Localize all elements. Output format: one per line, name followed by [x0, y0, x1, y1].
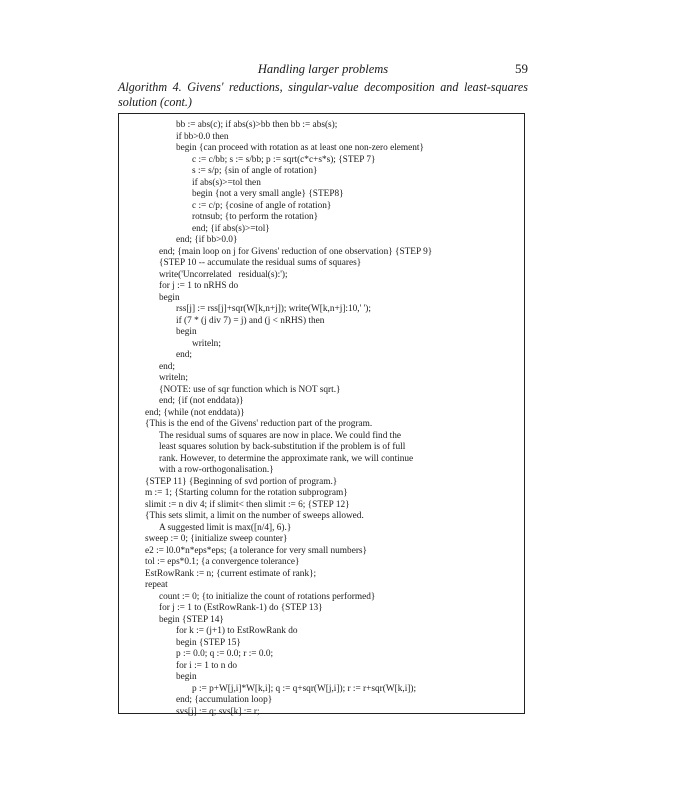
code-line: begin {STEP 15} — [176, 637, 241, 648]
code-line: A suggested limit is max([n/4], 6).} — [159, 522, 292, 533]
code-line: for i := 1 to n do — [176, 660, 238, 671]
code-line: if (7 * (j div 7) = j) and (j < nRHS) then — [176, 315, 325, 326]
code-line: begin — [159, 292, 180, 303]
code-line: repeat — [145, 580, 168, 590]
code-line: c := c/bb; s := s/bb; p := sqrt(c*c+s*s); {STEP 7} — [192, 154, 376, 165]
code-line: with a row-orthogonalisation.} — [159, 465, 274, 475]
code-line: least squares solution by back-substitution if the problem is of full — [159, 442, 406, 452]
code-line: {This sets slimit, a limit on the number of sweeps allowed. — [145, 511, 364, 521]
code-line: rank. However, to determine the approximate rank, we will continue — [159, 453, 414, 464]
running-title: Handling larger problems — [257, 62, 389, 76]
code-line: if abs(s)>=tol then — [192, 177, 261, 188]
code-line: EstRowRank := n; {current estimate of rank}; — [145, 568, 317, 579]
code-line: begin {STEP 14} — [159, 614, 224, 625]
code-line: begin {can proceed with rotation as at least one non-zero element} — [176, 143, 424, 153]
code-line: end; {accumulation loop} — [176, 695, 273, 705]
algorithm-title: Givens' reductions, singular-value decomposition and least-squares solution (cont.) — [118, 80, 528, 109]
code-line: rotnsub; {to perform the rotation} — [192, 212, 319, 222]
code-line: end; {if abs(s)>=tol} — [192, 223, 270, 234]
algorithm-label: Algorithm 4. — [118, 80, 182, 94]
code-line: writeln; — [192, 338, 221, 349]
code-line: m := 1; {Starting column for the rotation subprogram} — [145, 488, 348, 498]
code-line: end; {while (not enddata)} — [145, 407, 245, 418]
code-line: for j := 1 to nRHS do — [159, 281, 239, 291]
running-head — [118, 61, 528, 77]
code-line: {STEP 11} {Beginning of svd portion of program.} — [145, 476, 338, 487]
code-line: for j := 1 to (EstRowRank-1) do {STEP 13} — [159, 603, 323, 613]
code-line: tol := eps*0.1; {a convergence tolerance} — [145, 557, 300, 567]
algorithm-caption — [118, 80, 528, 110]
code-listing-box — [118, 113, 525, 717]
code-line: end; — [159, 361, 176, 372]
code-line: end; — [176, 350, 193, 360]
code-line: write('Uncorrelated residual(s):'); — [159, 269, 288, 280]
code-line: {This is the end of the Givens' reduction part of the program. — [145, 419, 373, 429]
code-line: begin — [176, 672, 197, 682]
code-line: The residual sums of squares are now in place. We could find the — [159, 430, 402, 441]
code-line: {STEP 10 -- accumulate the residual sums of squares} — [159, 258, 362, 268]
code-line: p := 0.0; q := 0.0; r := 0.0; — [176, 649, 274, 659]
code-listing — [119, 120, 432, 718]
code-line: for k := (j+1) to EstRowRank do — [176, 626, 298, 636]
code-line: s := s/p; {sin of angle of rotation} — [192, 166, 318, 176]
code-line: sweep := 0; {initialize sweep counter} — [145, 534, 288, 544]
code-line: bb := abs(c); if abs(s)>bb then bb := abs(s); — [176, 120, 338, 130]
code-line: end; {if bb>0.0} — [176, 235, 238, 245]
code-line: end; {main loop on j for Givens' reduction of one observation} {STEP 9} — [159, 246, 433, 257]
code-line: end; {if (not enddata)} — [159, 396, 244, 406]
code-line: begin {not a very small angle} {STEP8} — [192, 189, 344, 199]
code-line: writeln; — [159, 373, 188, 383]
code-line: slimit := n div 4; if slimit< then slimit := 6; {STEP 12} — [145, 499, 350, 510]
code-line: if bb>0.0 then — [176, 131, 229, 142]
code-line: begin — [176, 327, 197, 337]
code-line: c := c/p; {cosine of angle of rotation} — [192, 200, 332, 211]
code-line: rss[j] := rss[j]+sqr(W[k,n+j]); write(W[k,n+j]:10,' '); — [176, 304, 371, 314]
page-number: 59 — [515, 61, 528, 76]
code-line: p := p+W[j,i]*W[k,i]; q := q+sqr(W[j,i]); r := r+sqr(W[k,i]); — [192, 683, 417, 694]
code-line: svs[j] := q; svs[k] := r; — [176, 706, 260, 717]
code-line: count := 0; {to initialize the count of rotations performed} — [159, 591, 376, 602]
code-line: {NOTE: use of sqr function which is NOT sqrt.} — [159, 384, 341, 395]
code-line: e2 := l0.0*n*eps*eps; {a tolerance for very small numbers} — [145, 545, 367, 556]
